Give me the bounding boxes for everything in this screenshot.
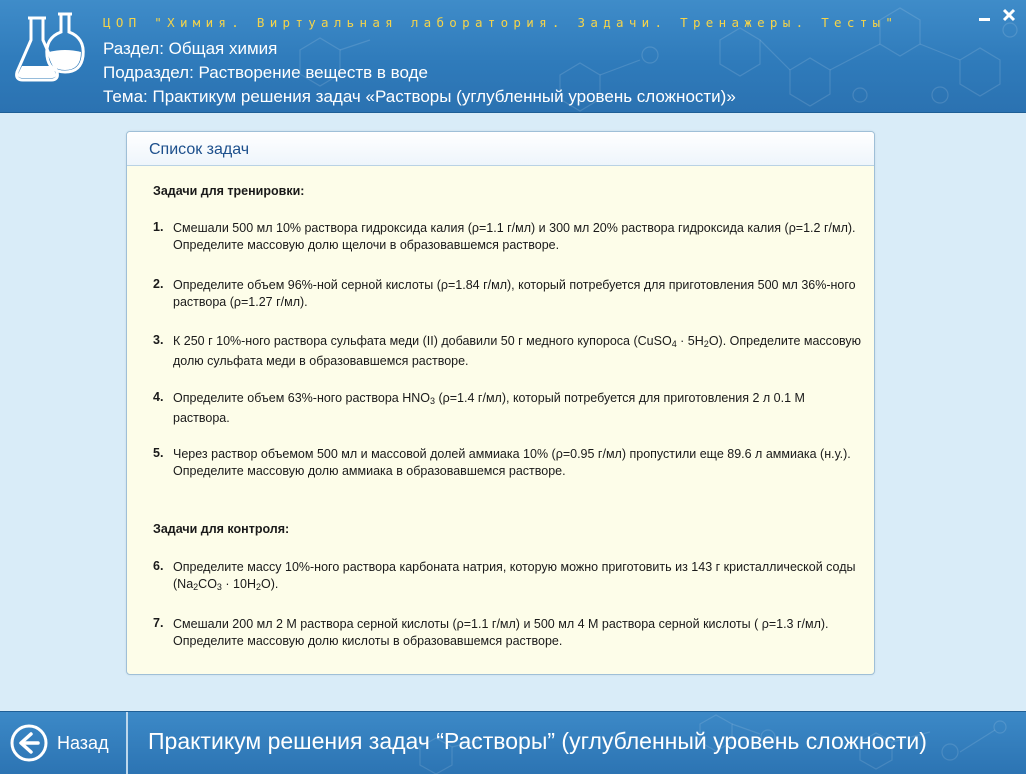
task-text: Смешали 500 мл 10% раствора гидроксида калия (ρ=1.1 г/мл) и 300 мл 20% раствора гидроксида калия (ρ=1.2 г/мл). Определите массовую долю щелочи в образовавшемся растворе. <box>173 221 856 252</box>
task-list-header <box>127 132 874 166</box>
task-number: 6. <box>153 559 164 573</box>
task-item-4[interactable] <box>153 390 865 427</box>
task-text: Через раствор объемом 500 мл и массовой долей аммиака 10% (ρ=0.95 г/мл) пропустили еще 89.6 л аммиака (н.у.). Определите массовую долю аммиака в образовавшемся растворе. <box>173 447 851 478</box>
task-text: К 250 г 10%-ного раствора сульфата меди (II) добавили 50 г медного купороса (CuSO$_4$ · $5H_2O$). Определите массовую долю сульфата меди в образовавшемся растворе. <box>173 334 862 368</box>
minimize-icon[interactable] <box>978 6 992 24</box>
close-icon[interactable] <box>1002 6 1016 24</box>
task-item-3[interactable] <box>153 333 865 370</box>
task-text: Определите объем 63%-ного раствора $HNO_3$ (ρ=1.4 г/мл), который потребуется для приготовления 2 л 0.1 М раствора. <box>173 391 805 425</box>
arrow-left-icon <box>9 723 49 763</box>
header-bar <box>0 0 1026 113</box>
task-number: 4. <box>153 390 164 404</box>
topic-label: Тема: Практикум решения задач «Растворы (углубленный уровень сложности)» <box>103 87 736 106</box>
app-title: ЦОП "Химия. Виртуальная лаборатория. Задачи. Тренажеры. Тесты" <box>103 15 899 30</box>
footer-title: Практикум решения задач “Растворы” (углубленный уровень сложности) <box>148 728 927 754</box>
task-list-body <box>127 167 874 674</box>
task-item-1[interactable] <box>153 220 865 254</box>
subsection-label: Подраздел: Растворение веществ в воде <box>103 63 428 82</box>
task-text: Смешали 200 мл 2 М раствора серной кислоты (ρ=1.1 г/мл) и 500 мл 4 М раствора серной кислоты ( ρ=1.3 г/мл). Определите массовую долю кислоты в образовавшемся растворе. <box>173 617 829 648</box>
training-group-title: Задачи для тренировки: <box>153 184 305 198</box>
window-controls <box>978 6 1016 24</box>
task-number: 2. <box>153 277 164 291</box>
back-button[interactable] <box>0 712 128 774</box>
flask-icon <box>13 10 89 94</box>
task-text: Определите объем 96%-ной серной кислоты (ρ=1.84 г/мл), который потребуется для приготовления 500 мл 36%-ного раствора (ρ=1.27 г/мл). <box>173 278 856 309</box>
footer-bar <box>0 711 1026 774</box>
control-group-title: Задачи для контроля: <box>153 522 290 536</box>
task-number: 7. <box>153 616 164 630</box>
task-item-7[interactable] <box>153 616 865 650</box>
task-item-2[interactable] <box>153 277 865 311</box>
back-button-label: Назад <box>57 733 109 753</box>
task-list-title: Список задач <box>149 141 250 158</box>
task-item-5[interactable] <box>153 446 865 480</box>
task-list-panel <box>126 131 875 675</box>
section-label: Раздел: Общая химия <box>103 39 278 58</box>
task-number: 5. <box>153 446 164 460</box>
task-item-6[interactable] <box>153 559 865 596</box>
task-text: Определите массу 10%-ного раствора карбоната натрия, которую можно приготовить из 143 г кристаллической соды $(Na_2CO_3 \cdot 10H_2O)$. <box>173 560 856 592</box>
task-number: 1. <box>153 220 164 234</box>
task-number: 3. <box>153 333 164 347</box>
